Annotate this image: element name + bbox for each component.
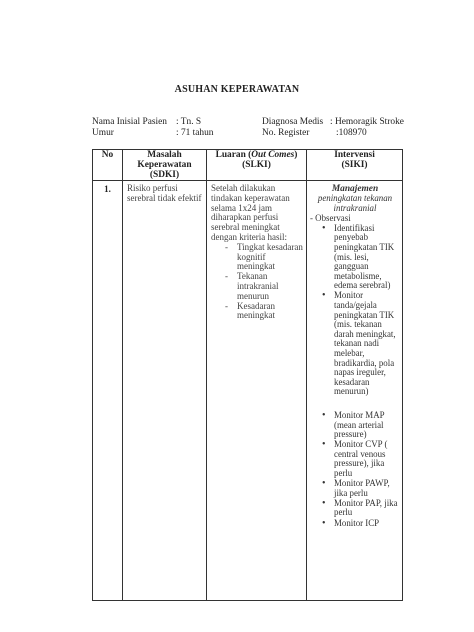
intervensi-cell	[307, 181, 403, 601]
care-plan-table	[92, 149, 403, 601]
luaran-cell	[207, 181, 307, 601]
document-title: ASUHAN KEPERAWATAN	[174, 84, 300, 95]
intervensi-heading: Manajemen	[331, 184, 379, 194]
table-header-row	[93, 150, 403, 181]
masalah-cell: Risiko perfusi serebral tidak efektif	[123, 181, 207, 601]
list-item: • Monitor PAP, jika perlu	[322, 499, 400, 518]
list-item: - Kesadaran meningkat	[225, 302, 303, 322]
patient-name-value: : Tn. S	[176, 117, 202, 127]
list-item: • Monitor tanda/gejala peningkatan TIK (mis. tekanan darah meningkat, tekanan nadi melebar, bradikardia, pola napas ireguler, kesadaran menurun)	[322, 291, 400, 397]
diagnosis-value: : Hemoragik Stroke	[330, 117, 404, 127]
patient-age-value: : 71 tahun	[176, 128, 214, 138]
row-number: 1.	[93, 181, 123, 601]
header-luaran: Luaran (Out Comes) (SLKI)	[207, 150, 307, 181]
intervensi-subheading: peningkatan tekanan intrakranial	[317, 193, 393, 213]
diagnosis-label: Diagnosa Medis	[262, 117, 324, 127]
list-item: • Monitor PAWP, jika perlu	[322, 479, 400, 498]
table-row	[93, 181, 403, 601]
patient-name-label: Nama Inisial Pasien	[92, 117, 167, 127]
list-item: - Tekanan intrakranial menurun	[225, 272, 303, 301]
observasi-label: - Observasi	[310, 213, 351, 224]
list-item: • Monitor CVP ( central venous pressure), jika perlu	[322, 440, 400, 478]
list-item: • Identifikasi penyebab peningkatan TIK (mis. lesi, gangguan metabolisme, edema serebral)	[322, 224, 400, 291]
luaran-criteria-list	[211, 243, 303, 321]
list-item: - Tingkat kesadaran kognitif meningkat	[225, 243, 303, 272]
register-label: No. Register	[262, 128, 310, 138]
intervensi-list	[310, 224, 400, 528]
list-item: • Monitor MAP (mean arterial pressure)	[322, 411, 400, 440]
list-item: • Monitor ICP	[322, 519, 400, 529]
header-no: No	[93, 150, 123, 181]
header-masalah: Masalah Keperawatan (SDKI)	[123, 150, 207, 181]
register-value: :108970	[336, 128, 367, 138]
header-intervensi: Intervensi (SIKI)	[307, 150, 403, 181]
patient-age-label: Umur	[92, 128, 114, 138]
luaran-intro: Setelah dilakukan tindakan keperawatan selama 1x24 jam diharapkan perfusi serebral meningkat dengan kriteria hasil:	[211, 183, 290, 242]
